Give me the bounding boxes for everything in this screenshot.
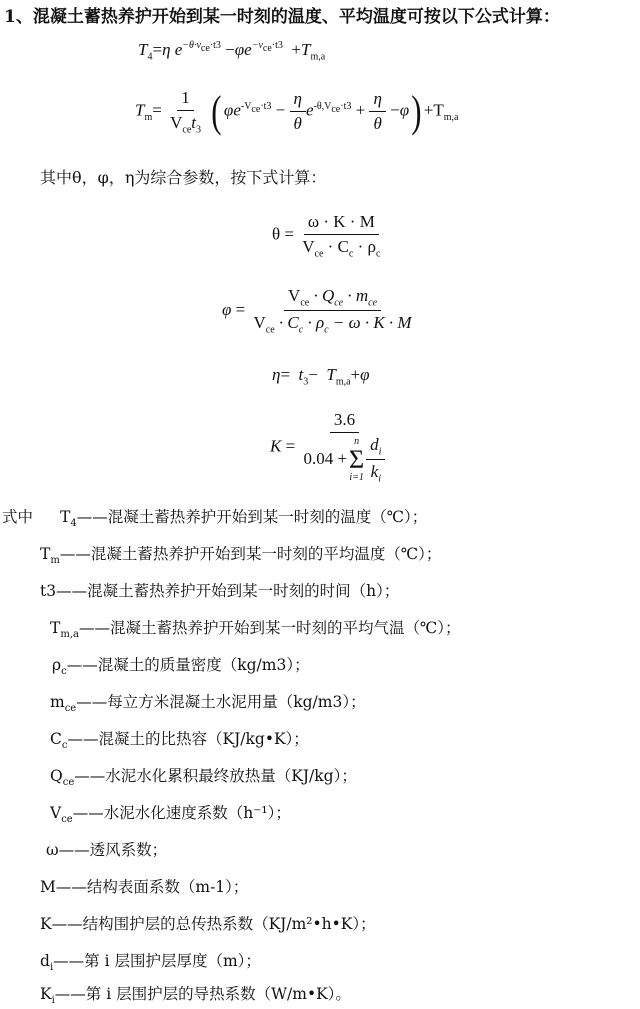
fraction — [298, 212, 384, 259]
formula-exp-sub: ce — [331, 103, 341, 115]
formula-lhs: T — [135, 100, 145, 120]
formula-temperature — [138, 40, 325, 62]
formula-exp-sub: ce — [251, 103, 261, 115]
definition-item — [52, 653, 310, 677]
fraction-denominator — [166, 111, 205, 135]
sigma-symbol: Σ — [349, 444, 365, 474]
formula-phi: φ — [360, 365, 370, 384]
formula-plus: + — [291, 40, 301, 59]
formula-e: e — [174, 40, 183, 59]
fraction-d-k — [366, 435, 385, 485]
formula-e: e — [244, 40, 252, 59]
fraction-denominator — [250, 311, 416, 335]
formula-phi: φ — [223, 100, 234, 120]
fraction-denominator: θ — [293, 114, 302, 134]
summation — [349, 437, 364, 483]
definition-symbol: K — [40, 985, 52, 1003]
definition-text: ——结构围护层的总传热系数（KJ/m²•h•K）； — [51, 915, 376, 933]
formula-exp-sub: ce — [200, 43, 210, 55]
fraction-denominator — [367, 460, 385, 484]
definition-item — [40, 912, 376, 936]
definition-symbol-sub: ce — [64, 703, 77, 715]
formula-phi — [222, 286, 416, 336]
formula-theta — [272, 212, 384, 259]
definition-symbol-sub: i — [51, 995, 55, 1007]
formula-e: e — [233, 100, 241, 120]
fraction — [166, 88, 205, 135]
definition-symbol-sub: c — [61, 740, 68, 752]
formula-exp: −v — [251, 40, 263, 52]
definition-symbol: T — [60, 508, 71, 526]
den-part-sub: c — [324, 324, 329, 336]
fraction-numerator: 3.6 — [330, 410, 359, 433]
formula-tail: T — [300, 40, 311, 59]
definition-item — [50, 801, 291, 825]
definition-symbol: T — [40, 545, 51, 563]
definition-text: ——透风系数； — [58, 841, 168, 859]
definition-symbol-sub: m,a — [60, 629, 79, 641]
formula-exp-tail: ·t3 — [209, 40, 221, 52]
den-part: V — [253, 313, 266, 333]
definition-item — [60, 505, 427, 529]
formula-eta — [272, 365, 370, 387]
formula-equals: = — [284, 224, 294, 244]
definition-symbol: Q — [50, 767, 63, 785]
fraction-numerator: 1 — [177, 88, 194, 111]
formula-equals: = — [235, 299, 246, 319]
formula-eta: η — [162, 40, 171, 59]
formula-plus: + — [355, 100, 366, 120]
definition-text: ——混凝土蓄热养护开始到某一时刻的时间（h）； — [56, 582, 400, 600]
definition-text: ——第 i 层围护层的导热系数（W/m•K）。 — [54, 985, 351, 1003]
definition-item — [40, 875, 248, 899]
definition-symbol: d — [40, 952, 50, 970]
definition-symbol-sub: ce — [62, 777, 75, 789]
fraction-eta-theta — [290, 89, 306, 134]
formula-minus: − — [308, 365, 318, 384]
den-part: − ω · K · M — [328, 313, 412, 333]
formula-lhs: φ — [222, 299, 232, 319]
fraction-denominator: θ — [373, 114, 382, 134]
definition-text: ——混凝土的质量密度（kg/m3）； — [66, 656, 310, 674]
definition-symbol: T — [50, 619, 61, 637]
formula-exp: −θ·v — [182, 40, 201, 52]
sum-lower: i=1 — [349, 471, 364, 483]
definition-symbol-sub: ce — [61, 814, 73, 826]
definitions-prefix: 式中 — [2, 508, 34, 526]
den-part-sub: ce — [265, 324, 275, 336]
definition-text: ——水泥水化累积最终放热量（KJ/kg）； — [74, 767, 357, 785]
definition-symbol: m — [50, 693, 65, 711]
definition-item — [46, 838, 167, 862]
definition-item — [40, 982, 351, 1006]
definition-symbol: ρ — [52, 656, 62, 674]
formula-phi: φ — [234, 40, 245, 59]
fraction-denominator — [298, 235, 384, 259]
definition-symbol-sub: 4 — [70, 518, 77, 530]
denominator-t-sub: 3 — [196, 124, 201, 136]
definition-item — [40, 949, 261, 973]
definition-symbol: t3 — [40, 582, 57, 600]
sum-upper: n — [354, 435, 360, 447]
formula-phi: φ — [399, 100, 410, 120]
fraction — [250, 286, 416, 336]
definition-item — [50, 690, 366, 714]
fraction-eta-theta — [369, 89, 385, 134]
formula-equals: = — [280, 365, 291, 384]
formula-tail-sub: m,a — [335, 376, 351, 388]
definition-symbol: ω — [46, 841, 59, 859]
definition-text: ——第 i 层围护层厚度（m）； — [53, 952, 261, 970]
definition-text: ——每立方米混凝土水泥用量（kg/m3）； — [76, 693, 366, 711]
definition-symbol: K — [40, 915, 52, 933]
fraction-numerator — [284, 286, 381, 311]
den-part-sub: c — [298, 324, 304, 336]
num-part: V — [288, 286, 301, 305]
k-sub: i — [378, 473, 381, 485]
formula-plus: + — [350, 365, 361, 384]
definition-symbol: V — [50, 804, 62, 822]
definition-symbol-sub: i — [49, 962, 54, 974]
formula-exp: -V — [240, 100, 252, 112]
definition-item — [50, 616, 461, 640]
formula-k — [270, 410, 389, 485]
formula-exp: -θ,V — [313, 100, 332, 112]
definition-symbol: C — [50, 730, 62, 748]
formula-equals: = — [285, 436, 296, 456]
definition-text: ——混凝土蓄热养护开始到某一时刻的温度（℃）； — [76, 508, 428, 526]
intro-text: 其中θ，φ，η为综合参数，按下式计算： — [40, 168, 327, 187]
formula-equals: = — [152, 40, 163, 59]
formula-lhs: η — [272, 365, 281, 384]
definition-text: ——混凝土蓄热养护开始到某一时刻的平均气温（℃）； — [78, 619, 461, 637]
definition-text: ——结构表面系数（m-1）； — [55, 878, 249, 896]
definition-item — [40, 579, 399, 603]
definition-symbol-sub: m — [50, 555, 60, 567]
formula-minus: − — [390, 100, 400, 120]
num-part: · Q — [309, 286, 335, 305]
num-part-sub: ce — [300, 297, 310, 309]
definition-item — [40, 542, 441, 566]
den-part-sub: c — [376, 248, 381, 260]
definition-text: ——混凝土的比热容（KJ/kg•K）； — [67, 730, 309, 748]
formula-minus: − — [275, 100, 286, 120]
formula-e: e — [305, 100, 314, 120]
formula-tail: T — [326, 365, 336, 384]
definition-item — [50, 764, 357, 788]
formula-lhs-sub: m — [144, 111, 153, 123]
num-part: · m — [343, 286, 369, 305]
formula-tail-sub: m,a — [443, 111, 459, 123]
formula-equals: = — [152, 100, 162, 120]
den-part: · ρ — [303, 313, 325, 333]
denominator-v: V — [170, 113, 183, 132]
den-part: 0.04 + — [303, 448, 348, 468]
formula-minus: − — [225, 40, 235, 59]
formula-exp-tail: ·t3 — [340, 100, 352, 112]
formula-plus: + — [423, 100, 434, 120]
k-symbol: k — [370, 462, 379, 482]
definition-item — [50, 727, 309, 751]
num-part-sub: ce — [368, 297, 378, 309]
den-part-sub: ce — [314, 248, 324, 260]
left-paren: ( — [211, 86, 222, 136]
right-paren: ) — [411, 86, 422, 136]
formula-tail-sub: m,a — [310, 51, 326, 63]
formula-lhs-sub: 4 — [147, 51, 153, 63]
formula-exp-tail: ·t3 — [271, 40, 283, 52]
den-part: · C — [274, 313, 299, 333]
formula-exp-sub: ce — [262, 43, 272, 55]
formula-lhs: θ — [272, 224, 281, 244]
den-part: V — [302, 237, 315, 256]
fraction-numerator: η — [369, 89, 385, 112]
den-part: · ρ — [353, 237, 377, 256]
formula-average-temperature — [135, 88, 458, 135]
formula-exp-tail: ·t3 — [260, 100, 272, 112]
definition-text: ——混凝土蓄热养护开始到某一时刻的平均温度（℃）； — [59, 545, 442, 563]
denominator-v-sub: ce — [182, 124, 192, 136]
fraction-numerator — [366, 435, 385, 460]
definition-symbol-sub: c — [61, 666, 67, 678]
den-part-sub: c — [348, 248, 354, 260]
formula-lhs: K — [270, 436, 282, 456]
denominator-t: t — [191, 113, 196, 132]
formula-t: t — [298, 365, 304, 384]
den-part: · C — [323, 237, 349, 256]
num-part-sub: ce — [334, 297, 344, 309]
formula-lhs: T — [138, 40, 148, 59]
formula-tail: T — [433, 100, 444, 120]
section-heading: 1、混凝土蓄热养护开始到某一时刻的温度、平均温度可按以下公式计算： — [4, 7, 560, 27]
fraction-numerator: η — [290, 89, 306, 112]
definition-symbol: M — [40, 878, 56, 896]
d-sub: i — [378, 446, 382, 458]
d-symbol: d — [370, 435, 379, 454]
formula-t-sub: 3 — [303, 376, 309, 388]
fraction-denominator — [299, 433, 389, 485]
definition-text: ——水泥水化速度系数（h⁻¹）； — [72, 804, 291, 822]
fraction-numerator: ω · K · M — [304, 212, 379, 235]
fraction — [299, 410, 389, 485]
